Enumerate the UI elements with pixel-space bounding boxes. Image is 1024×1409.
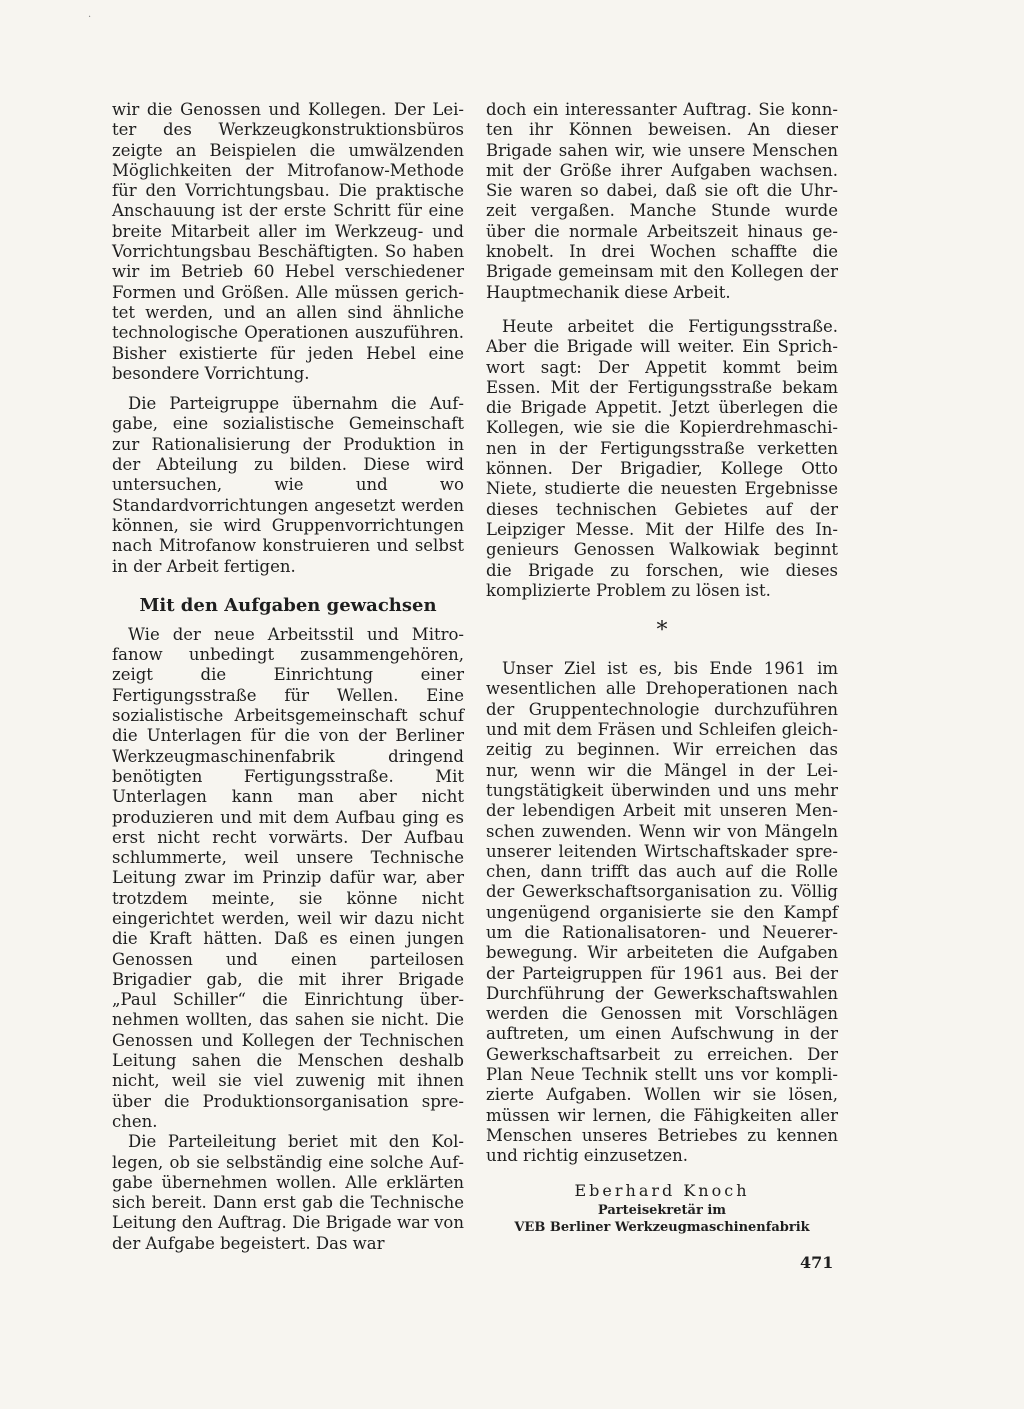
right-column	[486, 100, 838, 1167]
left-paragraph-3: Wie der neue Arbeitsstil und Mitrofanow unbedingt zusammengehören, zeigt die Einrichtung einer Fertigungsstraße für Wellen. Eine sozialistische Arbeitsgemeinschaft schuf die Unterlagen für die von der Berliner Werkzeugmaschinenfabrik dringend benötigten Fertigungsstraße. Mit Unterlagen kann man aber nicht produzieren und mit dem Aufbau ging es erst nicht recht vorwärts. Der Aufbau schlummerte, weil unsere Technische Leitung zwar im Prinzip dafür war, aber trotzdem meinte, sie könne nicht eingerichtet werden, weil wir dazu nicht die Kraft hätten. Daß es einen jungen Genossen und einen parteilosen Brigadier gab, die mit ihrer Brigade „Paul Schiller“ die Einrichtung übernehmen wollten, das sahen sie nicht. Die Genossen und Kollegen der Technischen Leitung sahen die Menschen deshalb nicht, weil sie viel zuwenig mit ihnen über die Produktionsorganisation sprechen.	[112, 624, 464, 1131]
section-heading: Mit den Aufgaben gewachsen	[139, 594, 437, 616]
author-signature	[486, 1180, 838, 1236]
page-number: 471	[800, 1253, 834, 1272]
left-paragraph-2: Die Parteigruppe übernahm die Aufgabe, eine sozialistische Gemeinschaft zur Rationalisierung der Produktion in der Abteilung zu bilden. Diese wird untersuchen, wie und wo Standardvorrichtungen angesetzt werden können, sie wird Gruppenvorrichtungen nach Mitrofanow konstruieren und selbst in der Arbeit fertigen.	[112, 394, 464, 576]
right-paragraph-3: Unser Ziel ist es, bis Ende 1961 im wesentlichen alle Drehoperationen nach der Gruppentechnologie durchzuführen und mit dem Fräsen und Schleifen gleichzeitig zu beginnen. Wir erreichen das nur, wenn wir die Mängel in der Leitungstätigkeit überwinden und uns mehr der lebendigen Arbeit mit unseren Menschen zuwenden. Wenn wir von Mängeln unserer leitenden Wirtschaftskader sprechen, dann trifft das auch auf die Rolle der Gewerkschaftsorganisation zu. Völlig ungenügend organisierte sie den Kampf um die Rationalisatoren- und Neuererbewegung. Wir arbeiteten die Aufgaben der Parteigruppen für 1961 aus. Bei der Durchführung der Gewerkschaftswahlen werden die Genossen mit Vorschlägen auftreten, um einen Aufschwung in der Gewerkschaftsarbeit zu erreichen. Der Plan Neue Technik stellt uns vor komplizierte Aufgaben. Wollen wir sie lösen, müssen wir lernen, die Fähigkeiten aller Menschen unseres Betriebes zu kennen und richtig einzusetzen.	[486, 659, 838, 1166]
left-paragraph-4: Die Parteileitung beriet mit den Kollegen, ob sie selbständig eine solche Aufgabe übernehmen wollen. Alle erklärten sich bereit. Dann erst gab die Technische Leitung den Auftrag. Die Brigade war von der Aufgabe begeistert. Das war	[112, 1132, 464, 1253]
scan-mark: ·	[88, 12, 92, 23]
section-separator: *	[656, 618, 668, 644]
left-paragraph-1: wir die Genossen und Kollegen. Der Leiter des Werkzeugkonstruktionsbüros zeigte an Beispielen die umwälzenden Möglichkeiten der Mitrofanow-Methode für den Vorrichtungsbau. Die praktische Anschauung ist der erste Schritt für eine breite Mitarbeit aller im Werkzeug- und Vorrichtungsbau Beschäftigten. So haben wir im Betrieb 60 Hebel verschiedener Formen und Größen. Alle müssen gerichtet werden, und an allen sind ähnliche technologische Operationen auszuführen. Bisher existierte für jeden Hebel eine besondere Vorrichtung.	[112, 100, 464, 383]
author-name: Eberhard Knoch	[574, 1181, 750, 1200]
right-paragraph-2: Heute arbeitet die Fertigungsstraße. Aber die Brigade will weiter. Ein Sprichwort sagt: Der Appetit kommt beim Essen. Mit der Fertigungsstraße bekam die Brigade Appetit. Jetzt überlegen die Kollegen, wie sie die Kopierdrehmaschinen in der Fertigungsstraße verketten können. Der Brigadier, Kollege Otto Niete, studierte die neuesten Ergebnisse dieses technischen Gebietes auf der Leipziger Messe. Mit der Hilfe des Ingenieurs Genossen Walkowiak beginnt die Brigade zu forschen, wie dieses komplizierte Problem zu lösen ist.	[486, 316, 838, 600]
left-column	[112, 100, 464, 1254]
author-role-line-1: Parteisekretär im	[597, 1203, 727, 1218]
author-role-line-2: VEB Berliner Werkzeugmaschinenfabrik	[514, 1220, 810, 1235]
right-paragraph-1: doch ein interessanter Auftrag. Sie konnten ihr Können beweisen. An dieser Brigade sahen wir, wie unsere Menschen mit der Größe ihrer Aufgaben wachsen. Sie waren so dabei, daß sie oft die Uhrzeit vergaßen. Manche Stunde wurde über die normale Arbeitszeit hinaus geknobelt. In drei Wochen schaffte die Brigade gemeinsam mit den Kollegen der Hauptmechanik diese Arbeit.	[486, 100, 838, 302]
